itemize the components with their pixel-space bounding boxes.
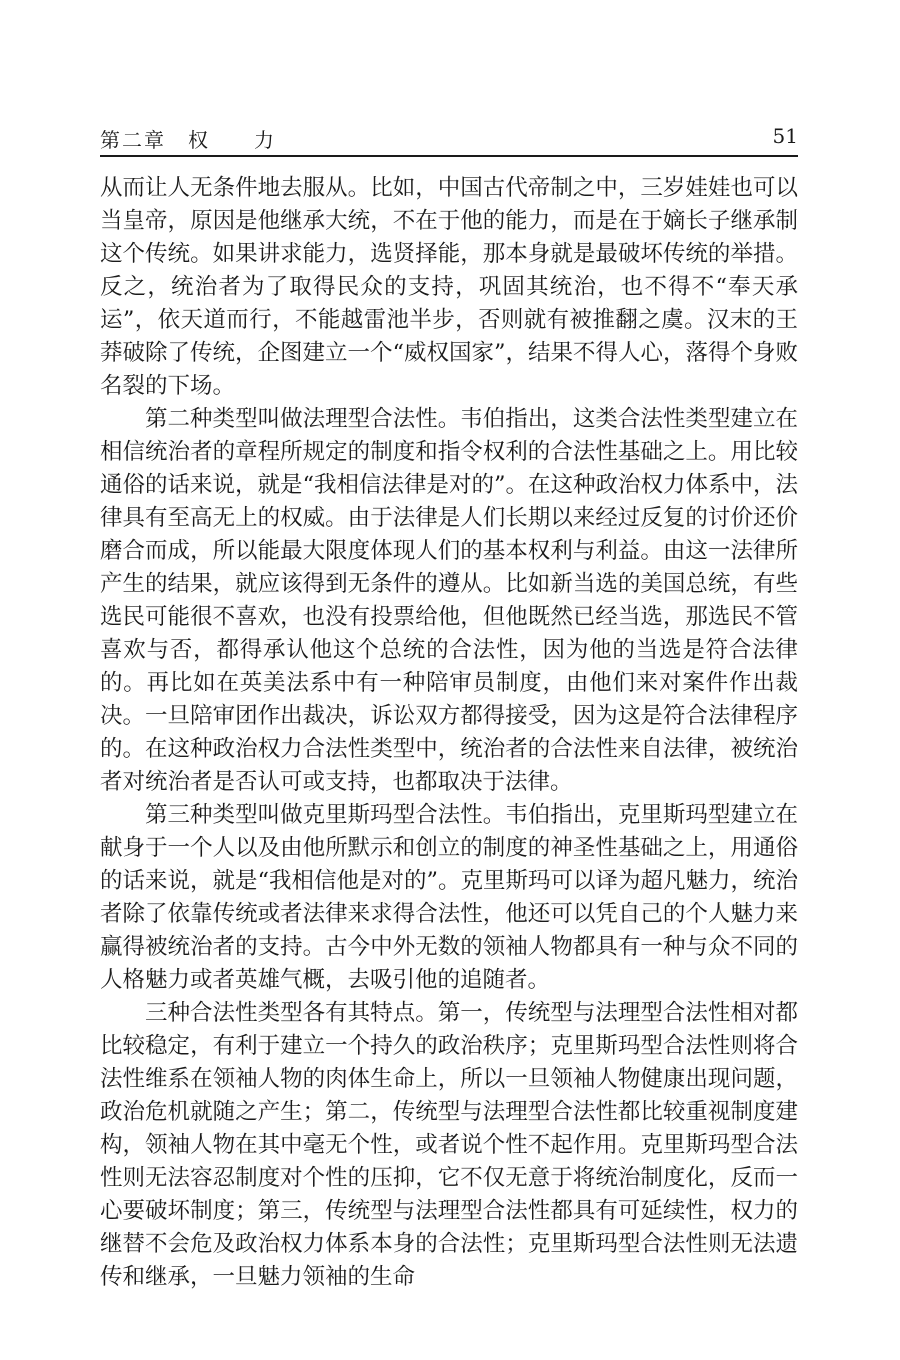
page-number: 51 bbox=[772, 124, 798, 148]
body-text bbox=[100, 172, 798, 1294]
paragraph-comparison: 三种合法性类型各有其特点。第一，传统型与法理型合法性相对都比较稳定，有利于建立一个持久的政治秩序；克里斯玛型合法性则将合法性维系在领袖人物的肉体生命上，所以一旦领袖人物健康出现问题，政治危机就随之产生；第二，传统型与法理型合法性都比较重视制度建构，领袖人物在其中毫无个性，或者说个性不起作用。克里斯玛型合法性则无法容忍制度对个性的压抑，它不仅无意于将统治制度化，反而一心要破坏制度；第三，传统型与法理型合法性都具有可延续性，权力的继替不会危及政治权力体系本身的合法性；克里斯玛型合法性则无法遗传和继承，一旦魅力领袖的生命 bbox=[100, 1000, 798, 1290]
running-header bbox=[100, 124, 798, 152]
header-divider bbox=[100, 155, 798, 157]
chapter-title: 第二章 权 力 bbox=[100, 128, 276, 152]
paragraph-charismatic: 第三种类型叫做克里斯玛型合法性。韦伯指出，克里斯玛型建立在献身于一个人以及由他所默示和创立的制度的神圣性基础之上，用通俗的话来说，就是“我相信他是对的”。克里斯玛可以译为超凡魅力，统治者除了依靠传统或者法律来求得合法性，他还可以凭自己的个人魅力来赢得被统治者的支持。古今中外无数的领袖人物都具有一种与众不同的人格魅力或者英雄气概，去吸引他的追随者。 bbox=[100, 802, 799, 993]
paragraph-continuation: 从而让人无条件地去服从。比如，中国古代帝制之中，三岁娃娃也可以当皇帝，原因是他继承大统，不在于他的能力，而是在于嫡长子继承制这个传统。如果讲求能力，选贤择能，那本身就是最破坏传统的举措。反之，统治者为了取得民众的支持，巩固其统治，也不得不“奉天承运”，依天道而行，不能越雷池半步，否则就有被推翻之虞。汉末的王莽破除了传统，企图建立一个“威权国家”，结果不得人心，落得个身败名裂的下场。 bbox=[100, 175, 799, 399]
paragraph-legal-rational: 第二种类型叫做法理型合法性。韦伯指出，这类合法性类型建立在相信统治者的章程所规定的制度和指令权利的合法性基础之上。用比较通俗的话来说，就是“我相信法律是对的”。在这种政治权力体系中，法律具有至高无上的权威。由于法律是人们长期以来经过反复的讨价还价磨合而成，所以能最大限度体现人们的基本权利与利益。由这一法律所产生的结果，就应该得到无条件的遵从。比如新当选的美国总统，有些选民可能很不喜欢，也没有投票给他，但他既然已经当选，那选民不管喜欢与否，都得承认他这个总统的合法性，因为他的当选是符合法律的。再比如在英美法系中有一种陪审员制度，由他们来对案件作出裁决。一旦陪审团作出裁决，诉讼双方都得接受，因为这是符合法律程序的。在这种政治权力合法性类型中，统治者的合法性来自法律，被统治者对统治者是否认可或支持，也都取决于法律。 bbox=[100, 406, 799, 795]
